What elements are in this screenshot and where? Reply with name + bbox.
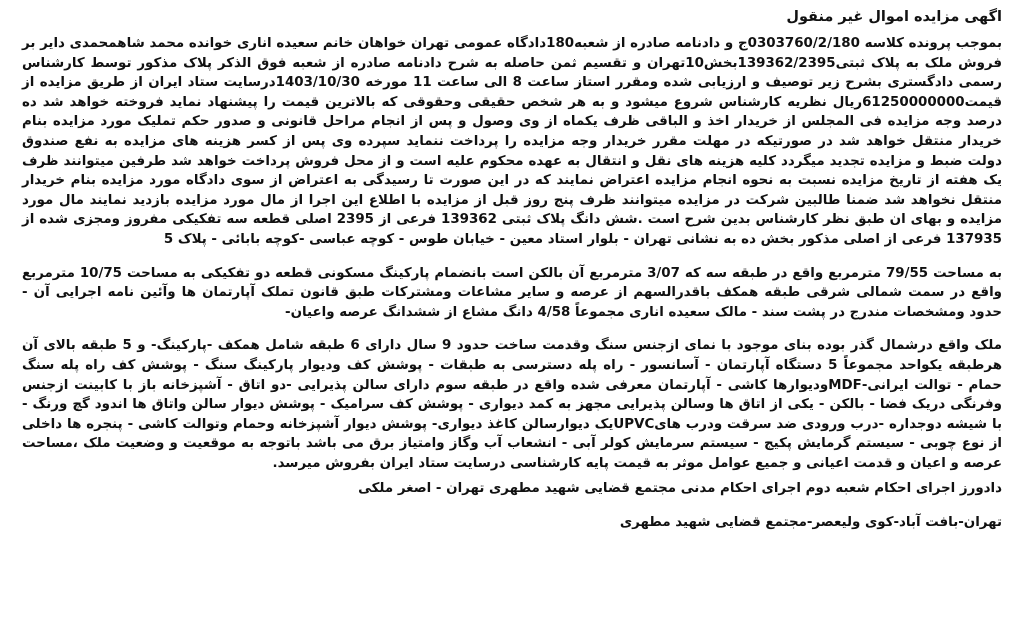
notice-address: تهران-بافت آباد-کوی ولیعصر-مجتمع قضایی شهید مطهری — [619, 515, 1002, 531]
notice-title: اگهی مزایده اموال غیر منقول — [786, 9, 1002, 25]
notice-paragraph-building-description: ملک واقع درشمال گذر بوده بنای موجود با نمای ازجنس سنگ وقدمت ساخت حدود 9 سال دارای 6 طبقه شامل همکف -پارکینگ- و 5 طبقه بالای آن هرطبقه یکواحد مجموعاً 5 دستگاه آپارتمان - آسانسور - راه پله دسترسی به طبقات - پوشش کف ودیوار پارکینگ سنگ - پوشش کف راه پله سنگ حمام - توالت ایرانی-MDFودیوارها کاشی - آپارتمان معرفی شده واقع در طبقه سوم دارای سالن پذیرایی -دو اتاق - آشپزخانه باز با کابینت ازجنس وفرنگی دریک فضا - بالکن - یکی از اتاق ها وسالن پذیرایی مجهز به کمد دیواری - پوشش کف سرامیک - پوشش دیوار سالن واتاق ها اندود گچ ورنگ - با شیشه دوجداره -درب ورودی ضد سرقت ودرب هایUPVCیک دیوارسالن کاغذ دیواری- پوشش دیوار آشپزخانه وحمام وتوالت کاشی - پنجره ها داخلی از نوع چوبی - سیستم گرمایش پکیج - سیستم سرمایش کولر آبی - انشعاب آب وگاز وامتیاز برق می باشد باتوجه به موقعیت و وضعیت ملک ،مساحت عرصه و اعیان و قدمت اعیانی و جمیع عوامل موثر به قیمت پایه کارشناسی درسایت ستاد ایران بفروش میرسد. — [22, 338, 1002, 471]
notice-paragraph-property-area: به مساحت 79/55 مترمربع واقع در طبقه سه که 3/07 مترمربع آن بالکن است بانضمام پارکینگ مسکونی قطعه دو تفکیکی به مساحت 10/75 مترمربع واقع در سمت شمالی شرقی طبقه همکف باقدرالسهم از عرصه و سایر مشاعات ومشترکات طبق قانون تملک آپارتمان ها وآئین نامه اجرایی آن - حدود ومشخصات مندرج در پشت سند - مالک سعیده اناری مجموعاً 4/58 دانگ مشاع از ششدانگ عرصه واعیان- — [22, 265, 1002, 320]
notice-paragraph-auction-terms: بموجب پرونده کلاسه 0303760/2/180ج و دادنامه صادره از شعبه180دادگاه عمومی تهران خواهان خانم سعیده اناری خوانده محمد شاهمحمدی دایر بر فروش ملک به پلاک ثبتی139362/2395بخش10تهران و تقسیم ثمن حاصله به شرح دادنامه صادره از شعبه فوق الذکر پلاک مذکور توسط کارشناس رسمی دادگستری بشرح زیر توصیف و ارزیابی شده ومقرر استاز ساعت 8 الی ساعت 11 مورخه 1403/10/30درسایت ستاد ایران از طریق مزایده از قیمت61250000000ریال نظریه کارشناس شروع میشود و به هر شخص حقیقی وحقوقی که بالاترین قیمت را پیشنهاد نماید فروخته خواهد شد ده درصد وجه مزایده فی المجلس از خریدار اخذ و الباقی ظرف یکماه از وی وصول و پس از انجام مراحل قانونی و صدور حکم تملیک مورد مزایده بنام خریدار منتقل خواهد شد در صورتیکه در مهلت مقرر خریدار وجه مزایده را پرداخت ننماید سپرده وی پس از کسر هزینه های مزایده به نفع صندوق دولت ضبط و مزایده تجدید میگردد کلیه هزینه های نقل و انتقال به عهده محکوم علیه است و از محل فروش پرداخت خواهد شد طرفین میتوانند ظرف یک هفته از تاریخ مزایده نسبت به نحوه انجام مزایده اعتراض نمایند که در این صورت تا رسیدگی به اعتراض از سوی دادگاه مورد مزایده بنام خریدار منتقل نخواهد شد ضمنا طالبین شرکت در مزایده میتوانند ظرف پنج روز قبل از مزایده با اطلاع این اجرا از مال مورد مزایده بازدید نمایند مال مورد مزایده و بهای ان طبق نظر کارشناس بدین شرح است .شش دانگ پلاک ثبتی 139362 فرعی از 2395 اصلی قطعه سه تفکیکی مفروز ومجزی شده از 137935 فرعی از اصلی مذکور بخش ده به نشانی تهران - بلوار استاد معین - خیابان طوس - کوچه عباسی -کوچه بابائی - پلاک 5 — [22, 36, 1003, 247]
notice-signature: دادورز اجرای احکام شعبه دوم اجرای احکام مدنی مجتمع قضایی شهید مطهری تهران - اصغر ملکی — [358, 481, 1002, 497]
